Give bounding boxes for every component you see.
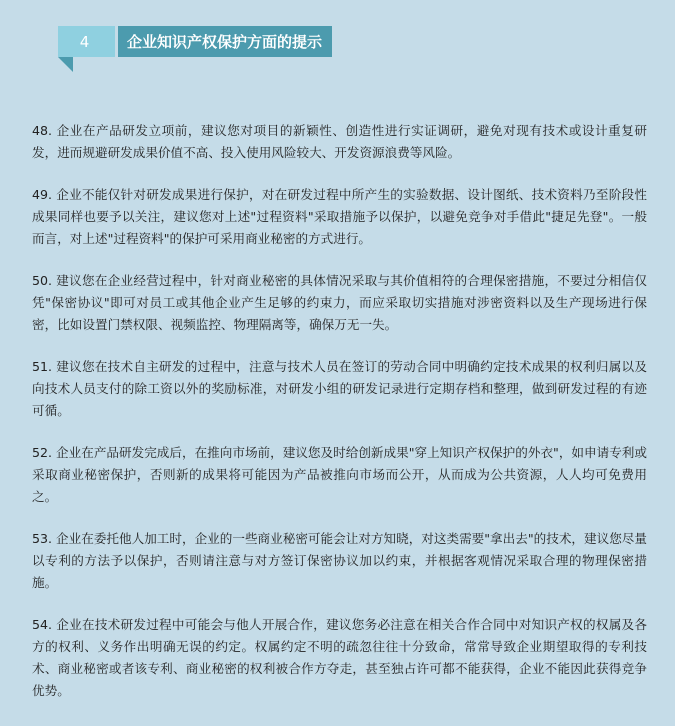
tip-paragraph-50: 50. 建议您在企业经营过程中，针对商业秘密的具体情况采取与其价值相符的合理保密措施，不要过分相信仅凭"保密协议"即可对员工或其他企业产生足够的约束力，而应采取切实措施对涉密资料以及生产现场进行保密，比如设置门禁权限、视频监控、物理隔离等，确保万无一失。: [32, 273, 647, 332]
tip-paragraph-51: 51. 建议您在技术自主研发的过程中，注意与技术人员在签订的劳动合同中明确约定技术成果的权利归属以及向技术人员支付的除工资以外的奖励标准，对研发小组的研发记录进行定期存档和整理，做到研发过程的有迹可循。: [32, 359, 647, 418]
section-title: 企业知识产权保护方面的提示: [118, 26, 332, 57]
tips-content: [32, 120, 647, 722]
tip-paragraph-54: 54. 企业在技术研发过程中可能会与他人开展合作，建议您务必注意在相关合作合同中对知识产权的权属及各方的权利、义务作出明确无误的约定。权属约定不明的疏忽往往十分致命，常常导致企业期望取得的专利技术、商业秘密或者该专利、商业秘密的权利被合作方夺走，甚至独占许可都不能获得，企业不能因此获得竞争优势。: [32, 617, 647, 698]
tip-paragraph-48: 48. 企业在产品研发立项前，建议您对项目的新颖性、创造性进行实证调研，避免对现有技术或设计重复研发，进而规避研发成果价值不高、投入使用风险较大、开发资源浪费等风险。: [32, 123, 647, 160]
section-number: 4: [58, 26, 115, 57]
header-fold-decoration: [58, 57, 73, 72]
tip-paragraph-52: 52. 企业在产品研发完成后，在推向市场前，建议您及时给创新成果"穿上知识产权保护的外衣"，如申请专利或采取商业秘密保护，否则新的成果将可能因为产品被推向市场而公开，从而成为公共资源，人人均可免费用之。: [32, 445, 647, 504]
section-header: [58, 26, 332, 57]
tip-paragraph-53: 53. 企业在委托他人加工时，企业的一些商业秘密可能会让对方知晓，对这类需要"拿出去"的技术，建议您尽量以专利的方法予以保护，否则请注意与对方签订保密协议加以约束，并根据客观情况采取合理的物理保密措施。: [32, 531, 647, 590]
tip-paragraph-49: 49. 企业不能仅针对研发成果进行保护，对在研发过程中所产生的实验数据、设计图纸、技术资料乃至阶段性成果同样也要予以关注，建议您对上述"过程资料"采取措施予以保护，以避免竞争对手借此"捷足先登"。一般而言，对上述"过程资料"的保护可采用商业秘密的方式进行。: [32, 187, 647, 246]
